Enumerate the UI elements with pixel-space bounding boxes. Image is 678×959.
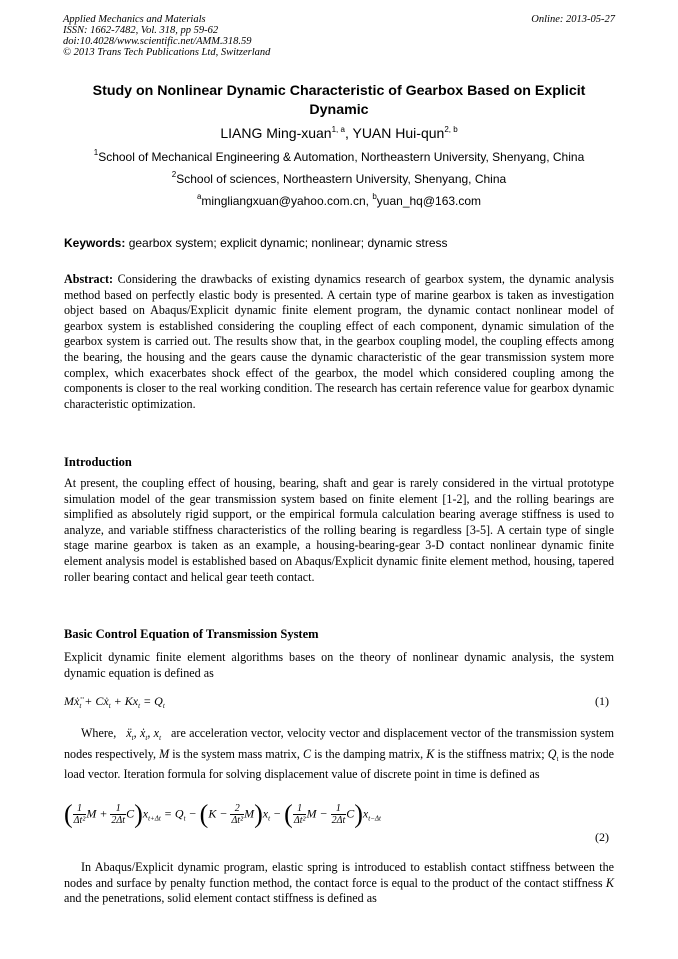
affiliation-1-sup: 1 (93, 148, 99, 157)
abstract-label: Abstract: (64, 272, 114, 286)
where-text-5: is the node load vector. Iteration formula for solving displacement value of discrete point in time is defined as (64, 746, 615, 782)
title-line-1: Study on Nonlinear Dynamic Characteristic of Gearbox Based on Explicit (92, 83, 586, 99)
equation-2-number: (2) (595, 830, 609, 844)
author-2: YUAN Hui-qun (352, 125, 445, 141)
symbol-Q-sub: t (556, 754, 559, 763)
author-list (60, 125, 618, 141)
affiliation-2-text: School of sciences, Northeastern University, Shenyang, China (176, 172, 507, 186)
basic-text: Explicit dynamic finite element algorithms bases on the theory of nonlinear dynamic analysis, the system dynamic equation is defined as (64, 650, 614, 680)
journal-name: Applied Mechanics and Materials (63, 14, 206, 25)
copyright: © 2013 Trans Tech Publications Ltd, Switzerland (63, 47, 271, 58)
author-separator: , (344, 125, 353, 141)
affiliation-2-sup: 2 (171, 170, 177, 179)
where-text-3: is the damping matrix, (311, 746, 427, 761)
where-word: Where, (81, 726, 117, 740)
email-b[interactable]: yuan_hq@163.com (376, 194, 482, 208)
equation-1-number: (1) (595, 694, 609, 708)
author-1-sup: 1, a (331, 125, 345, 134)
symbol-M: M (159, 746, 170, 761)
paper-title (60, 82, 618, 120)
equation-1: $Mẋ̈_t$ + Cẋ$_t$ + $Kx_t = Q_t$ (64, 694, 165, 710)
final-text-1: In Abaqus/Explicit dynamic program, elastic spring is introduced to establish contact stiffness between the nodes and surface by penalty function method, the contact force is equal to the product of the contact stiffness (64, 860, 614, 890)
affiliation-1 (60, 150, 618, 164)
basic-heading: Basic Control Equation of Transmission System (64, 627, 319, 641)
where-text-2: is the system mass matrix, (169, 746, 303, 761)
symbol-Q: Q (547, 746, 557, 761)
online-date: Online: 2013-05-27 (531, 14, 615, 25)
affiliation-1-text: School of Mechanical Engineering & Automation, Northeastern University, Shenyang, China (98, 150, 585, 164)
final-text-2: and the penetrations, solid element contact stiffness is defined as (64, 891, 377, 906)
author-emails (60, 194, 618, 208)
email-a[interactable]: mingliangxuan@yahoo.com.cn, (201, 194, 373, 208)
symbol-K: K (426, 746, 435, 761)
author-2-sup: 2, b (444, 125, 458, 134)
vector-symbols: $ẍ_t$, $ẋ_t$, $x_t$ (126, 726, 162, 742)
email-b-sup: b (372, 192, 377, 201)
issn: ISSN: 1662-7482, Vol. 318, pp 59-62 (63, 25, 219, 36)
intro-text: At present, the coupling effect of housing, bearing, shaft and gear is rarely considered in the virtual prototype simulation model of the gear transmission system based on finite element [1-2], and the rolling bearings are simplified as absolutely rigid support, or the empirical formula calculation bearing average stiffness is used to analyze, and variable stiffness characteristics of the rolling bearing is regardless [3-5]. A certain type of single stage marine gearbox is taken as an example, a housing-bearing-gear 3-D contact nonlinear dynamic finite element analysis model is established based on Abaqus/Explicit dynamic finite element method, housing, tapered roller bearing contact and helical gear teeth contact. (64, 476, 614, 584)
keywords (64, 236, 614, 250)
equation-2: ( $\frac{1}{\text{Δt²}}$ M + $\frac{1}{2\Delta t}$ $C)x_{t+\Delta t} = Q_t - (K$ − $\frac{2}{\text{Δt²}}$ $M)x_t$ − ( $\frac{1}{\text{Δt²}}$ M − $\frac{1}{2\Delta t}$ $C)x_{t-\Delta t}$ (64, 799, 381, 829)
where-text-4: is the stiffness matrix; (434, 746, 548, 761)
intro-heading: Introduction (64, 455, 132, 469)
abstract-text: Considering the drawbacks of existing dynamics research of gearbox system, the dynamic analysis method based on perfectly elastic body is presented. A certain type of marine gearbox is taken as investigation object based on Abaqus/Explicit dynamic finite element program, the dynamic contact nonlinear model of gearbox system is established considering the coupling effect of each component, dynamic simulation of the gearbox system is carried out. The results show that, in the gearbox coupling model, the coupling effects among the bearing, the housing and the gears cause the dynamic characteristic of the gear transmission system more complex, which exacerbates shock effect of the gearbox, the model which considered coupling among the components is closer to the real working condition. The research has certain reference value for gearbox dynamic characteristic optimization. (64, 272, 614, 411)
symbol-C: C (302, 746, 312, 761)
doi: doi:10.4028/www.scientific.net/AMM.318.59 (63, 36, 252, 47)
keywords-text: gearbox system; explicit dynamic; nonlinear; dynamic stress (125, 236, 448, 250)
abstract (64, 272, 614, 412)
final-symbol-K: K (605, 875, 614, 890)
page-header (63, 14, 615, 58)
where-paragraph (64, 726, 614, 783)
title-line-2: Dynamic (309, 102, 369, 118)
email-a-sup: a (196, 192, 202, 201)
keywords-label: Keywords: (64, 236, 126, 250)
final-paragraph (64, 860, 614, 907)
affiliation-2 (60, 172, 618, 186)
author-1: LIANG Ming-xuan (220, 125, 332, 141)
where-text-1: are acceleration vector, velocity vector and displacement vector of the transmission system nodes respectively, (64, 726, 614, 761)
